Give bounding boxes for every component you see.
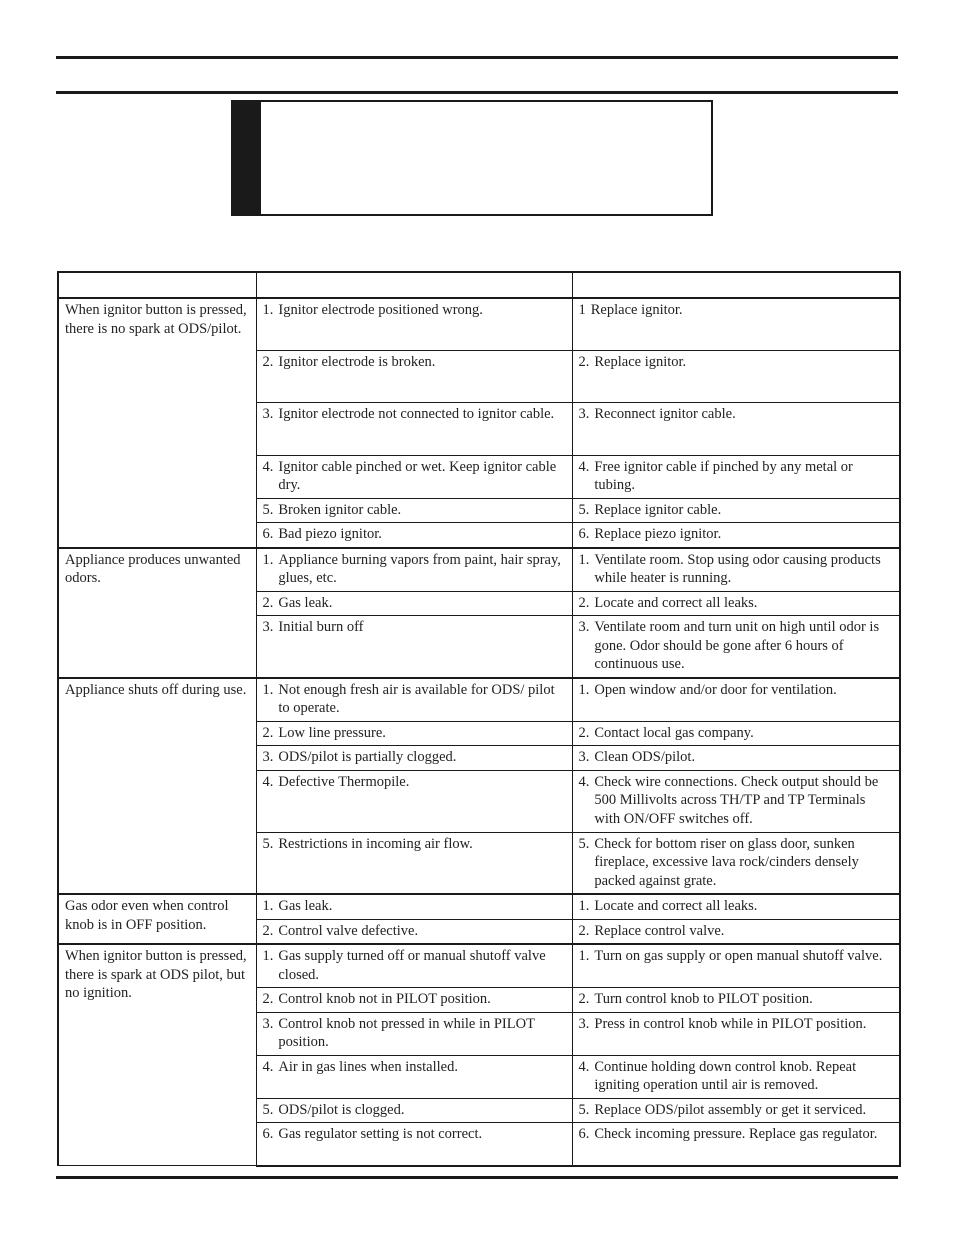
- remedy-cell: [572, 402, 900, 455]
- remedy-number: 1.: [578, 898, 590, 914]
- cause-number: 2.: [262, 353, 274, 370]
- cause-text: Not enough fresh air is available for ODS/ pilot to operate.: [278, 681, 555, 716]
- remedy-text: Clean ODS/pilot.: [594, 749, 696, 765]
- remedy-text: Locate and correct all leaks.: [594, 898, 758, 914]
- remedy-cell: [572, 832, 900, 894]
- remedy-cell: [572, 919, 900, 944]
- cause-item: [263, 301, 566, 320]
- remedy-number: 6.: [578, 1126, 590, 1142]
- remedy-text: Check for bottom riser on glass door, sunken fireplace, excessive lava rock/cinders densely packed against grate.: [594, 835, 859, 889]
- remedy-item: [579, 301, 894, 320]
- remedy-item: [579, 618, 894, 674]
- remedy-cell: [572, 894, 900, 919]
- cause-text: Gas leak.: [278, 594, 333, 611]
- cause-number: 1.: [262, 551, 274, 568]
- remedy-number: 2.: [578, 922, 590, 939]
- cause-text: Control knob not pressed in while in PILOT position.: [278, 1015, 535, 1050]
- table-row: [58, 678, 900, 722]
- cause-number: 4.: [262, 773, 274, 790]
- cause-text: Control valve defective.: [278, 922, 419, 939]
- table-body: [58, 298, 900, 1166]
- cause-item: [263, 525, 566, 544]
- cause-number: 2.: [262, 922, 274, 939]
- remedy-item: [579, 501, 894, 520]
- remedy-cell: [572, 1098, 900, 1123]
- remedy-item: [579, 773, 894, 829]
- cause-text: Ignitor electrode positioned wrong.: [278, 302, 483, 318]
- cause-text: Defective Thermopile.: [278, 773, 410, 790]
- header-possible-cause: [256, 272, 572, 298]
- cause-text: Restrictions in incoming air flow.: [278, 835, 473, 852]
- cause-item: [263, 594, 566, 613]
- remedy-cell: [572, 1012, 900, 1055]
- possible-cause-cell: [256, 894, 572, 919]
- observed-problem-cell: When ignitor button is pressed, there is no spark at ODS/pilot.: [58, 298, 256, 548]
- remedy-number: 3.: [578, 1015, 590, 1032]
- cause-item: [263, 353, 566, 372]
- cause-text: Gas regulator setting is not correct.: [278, 1126, 483, 1142]
- possible-cause-cell: [256, 770, 572, 832]
- cause-text: Gas leak.: [278, 898, 333, 914]
- remedy-item: [579, 897, 894, 916]
- possible-cause-cell: [256, 402, 572, 455]
- cause-item: [263, 835, 566, 854]
- cause-item: [263, 1015, 566, 1052]
- cause-text: ODS/pilot is clogged.: [278, 1101, 405, 1118]
- remedy-item: [579, 724, 894, 743]
- cause-item: [263, 551, 566, 588]
- bottom-rule: [56, 1176, 898, 1179]
- cause-number: 1.: [262, 898, 274, 914]
- remedy-item: [579, 1101, 894, 1120]
- cause-item: [263, 405, 566, 424]
- possible-cause-cell: [256, 1123, 572, 1166]
- cause-number: 6.: [262, 526, 274, 542]
- remedy-number: 2.: [578, 353, 590, 370]
- possible-cause-cell: [256, 746, 572, 771]
- remedy-number: 3.: [578, 619, 590, 635]
- cause-number: 4.: [262, 1058, 274, 1075]
- cause-number: 3.: [262, 619, 274, 635]
- remedy-cell: [572, 455, 900, 498]
- remedy-number: 3.: [578, 749, 590, 765]
- header-observed-problem: [58, 272, 256, 298]
- possible-cause-cell: [256, 944, 572, 988]
- cause-item: [263, 458, 566, 495]
- remedy-item: [579, 835, 894, 891]
- cause-number: 3.: [262, 1015, 274, 1032]
- remedy-cell: [572, 616, 900, 678]
- remedy-cell: [572, 988, 900, 1013]
- cause-number: 6.: [262, 1126, 274, 1142]
- remedy-item: [579, 1125, 894, 1144]
- remedy-cell: [572, 350, 900, 402]
- remedy-text: Locate and correct all leaks.: [594, 594, 758, 611]
- remedy-number: 4.: [578, 458, 590, 475]
- cause-text: Air in gas lines when installed.: [278, 1058, 458, 1075]
- remedy-item: [579, 748, 894, 767]
- possible-cause-cell: [256, 350, 572, 402]
- cause-item: [263, 618, 566, 637]
- remedy-text: Reconnect ignitor cable.: [594, 405, 736, 422]
- possible-cause-cell: [256, 298, 572, 350]
- cause-text: Ignitor electrode is broken.: [278, 353, 436, 370]
- remedy-item: [579, 990, 894, 1009]
- remedy-number: 2.: [578, 991, 590, 1007]
- possible-cause-cell: [256, 1055, 572, 1098]
- cause-item: [263, 990, 566, 1009]
- remedy-number: 4.: [578, 773, 590, 790]
- warning-side-bar: [233, 102, 261, 214]
- remedy-number: 1.: [578, 681, 590, 698]
- remedy-item: [579, 947, 894, 966]
- header-remedy: [572, 272, 900, 298]
- remedy-text: Ventilate room and turn unit on high until odor is gone. Odor should be gone after 6 hours of continuous use.: [594, 619, 880, 672]
- remedy-cell: [572, 523, 900, 548]
- remedy-text: Free ignitor cable if pinched by any metal or tubing.: [594, 458, 853, 493]
- remedy-cell: [572, 548, 900, 592]
- cause-item: [263, 773, 566, 792]
- cause-number: 1.: [262, 681, 274, 698]
- possible-cause-cell: [256, 455, 572, 498]
- possible-cause-cell: [256, 591, 572, 616]
- remedy-number: 4.: [578, 1058, 590, 1075]
- cause-item: [263, 681, 566, 718]
- cause-number: 2.: [262, 724, 274, 741]
- possible-cause-cell: [256, 988, 572, 1013]
- remedy-number: 1.: [578, 551, 590, 568]
- remedy-item: [579, 525, 894, 544]
- remedy-number: 2.: [578, 724, 590, 741]
- observed-problem-cell: Appliance shuts off during use.: [58, 678, 256, 895]
- cause-item: [263, 922, 566, 941]
- remedy-text: Contact local gas company.: [594, 724, 754, 741]
- possible-cause-cell: [256, 721, 572, 746]
- remedy-cell: [572, 721, 900, 746]
- remedy-number: 3.: [578, 405, 590, 422]
- remedy-cell: [572, 591, 900, 616]
- header-rule: [56, 91, 898, 94]
- possible-cause-cell: [256, 616, 572, 678]
- cause-item: [263, 1058, 566, 1077]
- remedy-cell: [572, 1123, 900, 1166]
- cause-text: Control knob not in PILOT position.: [278, 991, 491, 1007]
- cause-text: Low line pressure.: [278, 724, 386, 741]
- cause-text: Gas supply turned off or manual shutoff valve closed.: [278, 948, 546, 983]
- remedy-number: 6.: [578, 526, 590, 542]
- cause-number: 2.: [262, 991, 274, 1007]
- cause-item: [263, 501, 566, 520]
- top-rule: [56, 56, 898, 59]
- cause-text: ODS/pilot is partially clogged.: [278, 749, 457, 765]
- cause-number: 5.: [262, 1101, 274, 1118]
- remedy-cell: [572, 298, 900, 350]
- remedy-text: Check incoming pressure. Replace gas regulator.: [594, 1126, 878, 1142]
- remedy-cell: [572, 678, 900, 722]
- possible-cause-cell: [256, 548, 572, 592]
- remedy-number: 1: [578, 302, 586, 318]
- remedy-item: [579, 458, 894, 495]
- cause-text: Initial burn off: [278, 619, 364, 635]
- possible-cause-cell: [256, 523, 572, 548]
- remedy-number: 2.: [578, 594, 590, 611]
- cause-number: 1.: [262, 948, 274, 964]
- remedy-text: Turn on gas supply or open manual shutoff valve.: [594, 948, 883, 964]
- possible-cause-cell: [256, 919, 572, 944]
- table-row: [58, 894, 900, 919]
- remedy-item: [579, 405, 894, 424]
- remedy-text: Continue holding down control knob. Repeat igniting operation until air is removed.: [594, 1058, 857, 1093]
- cause-item: [263, 748, 566, 767]
- remedy-text: Replace ignitor.: [590, 302, 683, 318]
- remedy-text: Replace piezo ignitor.: [594, 526, 722, 542]
- remedy-text: Replace ignitor.: [594, 353, 687, 370]
- cause-item: [263, 724, 566, 743]
- possible-cause-cell: [256, 678, 572, 722]
- remedy-item: [579, 1015, 894, 1034]
- table-row: [58, 548, 900, 592]
- cause-item: [263, 897, 566, 916]
- remedy-number: 1.: [578, 948, 590, 964]
- remedy-cell: [572, 498, 900, 523]
- remedy-item: [579, 353, 894, 372]
- possible-cause-cell: [256, 1098, 572, 1123]
- remedy-text: Check wire connections. Check output should be 500 Millivolts across TH/TP and TP Terminals with ON/OFF switches off.: [594, 773, 879, 827]
- remedy-number: 5.: [578, 835, 590, 852]
- remedy-text: Open window and/or door for ventilation.: [594, 681, 837, 698]
- table-row: [58, 944, 900, 988]
- remedy-item: [579, 551, 894, 588]
- observed-problem-cell: When ignitor button is pressed, there is spark at ODS pilot, but no ignition.: [58, 944, 256, 1166]
- possible-cause-cell: [256, 832, 572, 894]
- warning-box: [231, 100, 713, 216]
- remedy-text: Replace ODS/pilot assembly or get it serviced.: [594, 1101, 867, 1118]
- remedy-item: [579, 594, 894, 613]
- remedy-text: Ventilate room. Stop using odor causing products while heater is running.: [594, 551, 881, 586]
- cause-number: 5.: [262, 835, 274, 852]
- cause-number: 1.: [262, 302, 274, 318]
- cause-text: Ignitor cable pinched or wet. Keep ignitor cable dry.: [278, 458, 557, 493]
- cause-text: Broken ignitor cable.: [278, 501, 402, 518]
- remedy-number: 5.: [578, 501, 590, 518]
- table-row: [58, 298, 900, 350]
- possible-cause-cell: [256, 498, 572, 523]
- remedy-cell: [572, 770, 900, 832]
- remedy-item: [579, 1058, 894, 1095]
- remedy-cell: [572, 1055, 900, 1098]
- remedy-item: [579, 922, 894, 941]
- troubleshooting-table: [57, 271, 901, 1167]
- cause-text: Appliance burning vapors from paint, hair spray, glues, etc.: [278, 551, 561, 586]
- remedy-text: Replace control valve.: [594, 922, 725, 939]
- cause-item: [263, 1101, 566, 1120]
- remedy-cell: [572, 944, 900, 988]
- possible-cause-cell: [256, 1012, 572, 1055]
- observed-problem-cell: Gas odor even when control knob is in OFF position.: [58, 894, 256, 944]
- cause-text: Bad piezo ignitor.: [278, 526, 382, 542]
- remedy-text: Replace ignitor cable.: [594, 501, 722, 518]
- observed-problem-cell: Appliance produces unwanted odors.: [58, 548, 256, 678]
- remedy-text: Press in control knob while in PILOT position.: [594, 1015, 867, 1032]
- remedy-cell: [572, 746, 900, 771]
- cause-number: 4.: [262, 458, 274, 475]
- table-header-row: [58, 272, 900, 298]
- cause-text: Ignitor electrode not connected to ignitor cable.: [278, 405, 555, 422]
- cause-number: 3.: [262, 405, 274, 422]
- remedy-number: 5.: [578, 1101, 590, 1118]
- cause-number: 5.: [262, 501, 274, 518]
- cause-item: [263, 1125, 566, 1144]
- remedy-text: Turn control knob to PILOT position.: [594, 991, 813, 1007]
- cause-number: 3.: [262, 749, 274, 765]
- cause-item: [263, 947, 566, 984]
- cause-number: 2.: [262, 594, 274, 611]
- remedy-item: [579, 681, 894, 700]
